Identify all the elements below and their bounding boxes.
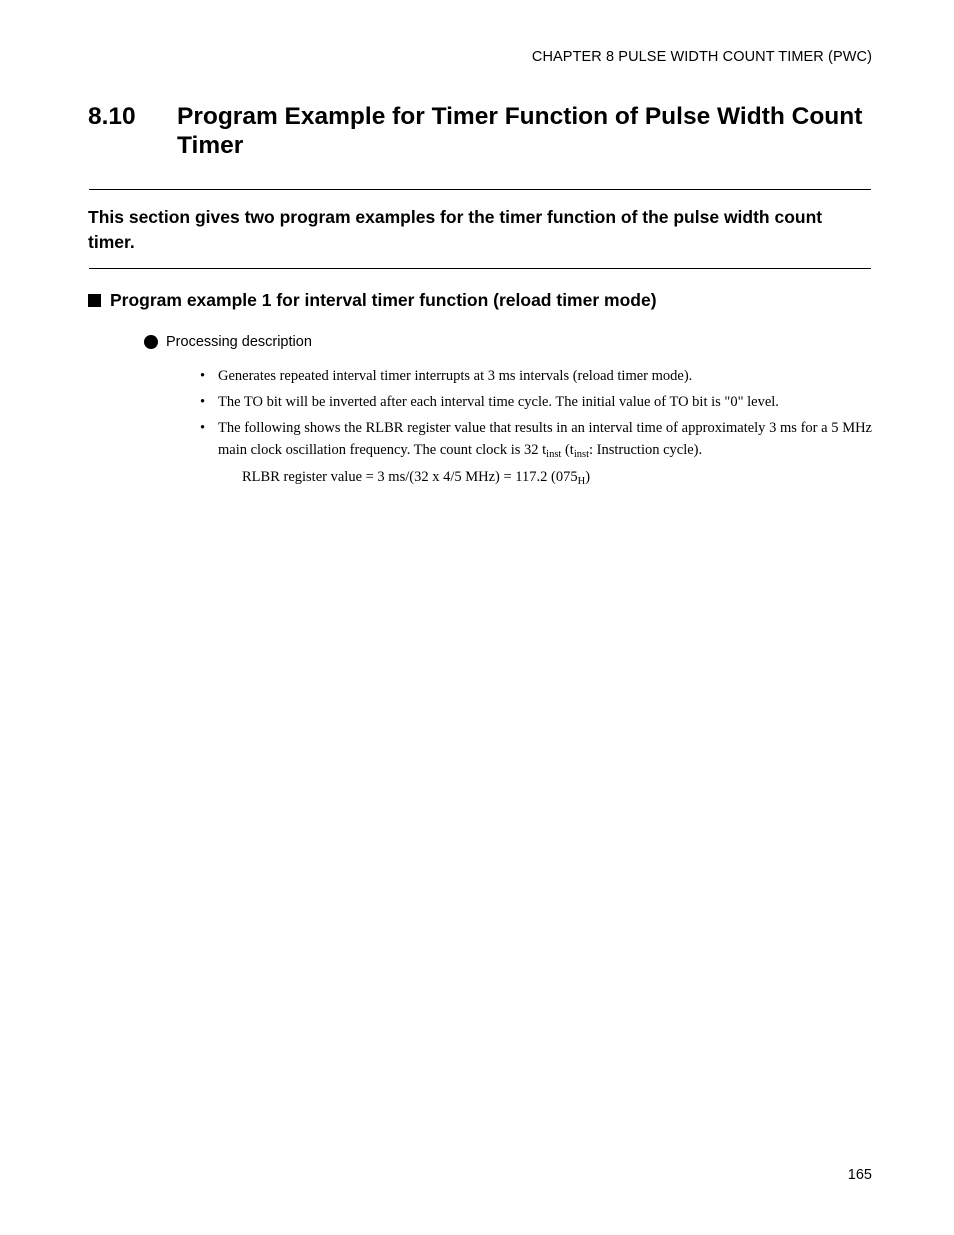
filled-circle-icon [144, 335, 158, 349]
list-item [200, 391, 872, 413]
subsection-heading [88, 290, 657, 311]
section-intro: This section gives two program examples for the timer function of the pulse width count timer. [88, 207, 823, 252]
bottom-divider [89, 268, 871, 269]
list-item [200, 365, 872, 387]
list-item-text: The TO bit will be inverted after each interval time cycle. The initial value of TO bit is "0" level. [218, 394, 779, 410]
bullet-mark: • [200, 420, 206, 436]
list-item-text [218, 420, 872, 458]
subsection-title: Program example 1 for interval timer function (reload timer mode) [110, 290, 657, 310]
text-part: : Instruction cycle). [589, 442, 703, 458]
section-title: Program Example for Timer Function of Pulse Width Count Timer [177, 103, 863, 159]
running-head: CHAPTER 8 PULSE WIDTH COUNT TIMER (PWC) [531, 49, 872, 65]
square-bullet-icon [88, 294, 101, 307]
text-part: The following shows the RLBR register value that results in an interval time of approximately 3 ms for a 5 MHz main clock oscillation frequency. The count clock is 32 t [218, 420, 872, 458]
section-number: 8.10 [88, 103, 136, 130]
section-heading [88, 102, 878, 160]
list-item-text: Generates repeated interval timer interrupts at 3 ms intervals (reload timer mode). [218, 368, 693, 384]
subscript: inst [573, 449, 589, 460]
list-item [200, 417, 872, 461]
formula-end: ) [585, 469, 591, 485]
formula-main: RLBR register value = 3 ms/(32 x 4/5 MHz) = 117.2 (075 [242, 469, 578, 485]
processing-list [200, 365, 872, 465]
page-number: 165 [847, 1167, 872, 1183]
processing-heading-label: Processing description [166, 334, 312, 350]
top-divider [89, 189, 871, 190]
processing-heading [144, 334, 312, 350]
rlbr-formula [242, 469, 590, 486]
formula-subscript: H [577, 476, 586, 487]
bullet-mark: • [200, 394, 206, 410]
text-part: (t [561, 442, 574, 458]
bullet-mark: • [200, 368, 206, 384]
subscript: inst [546, 449, 562, 460]
